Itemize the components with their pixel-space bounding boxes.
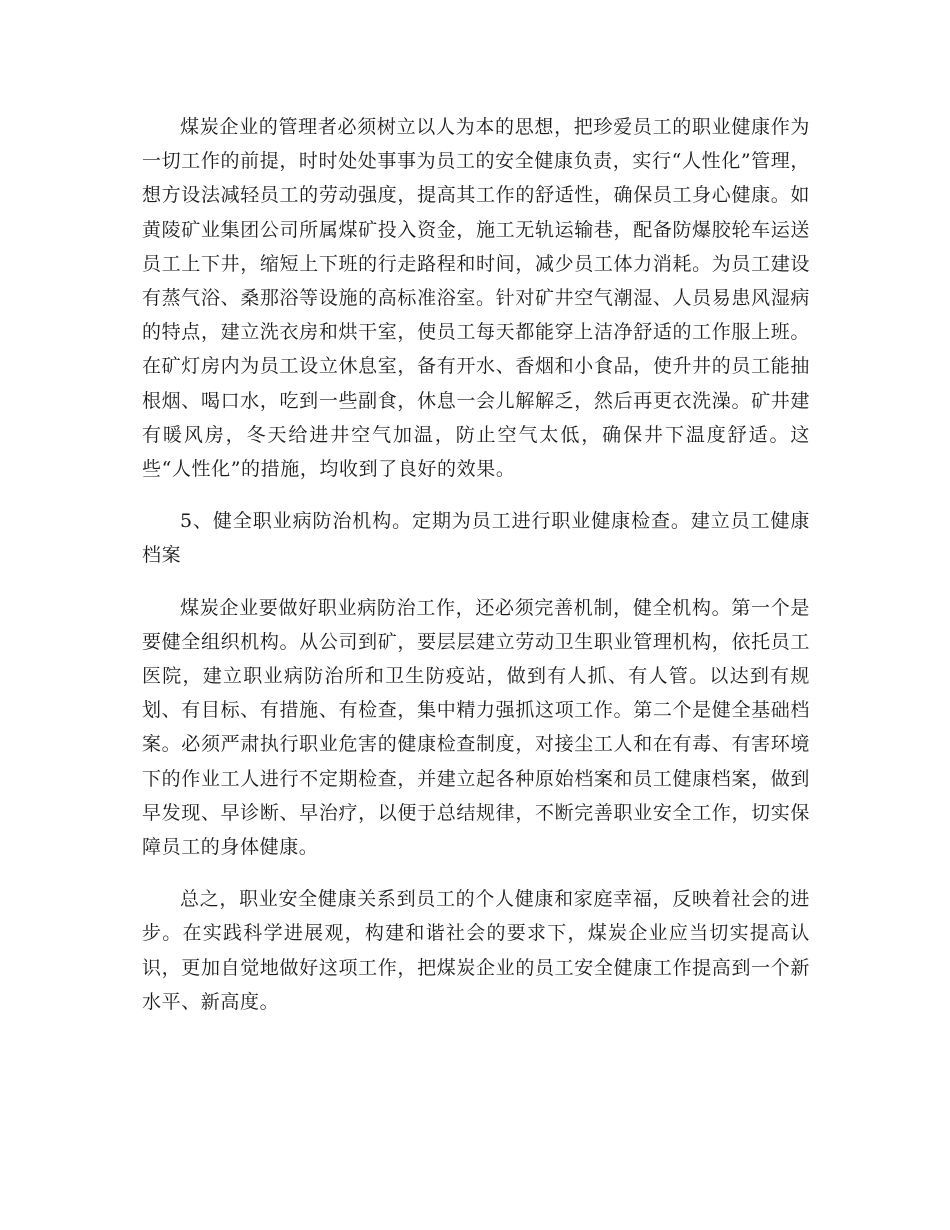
document-page bbox=[142, 110, 810, 1019]
paragraph-institutions-and-archives: 煤炭企业要做好职业病防治工作，还必须完善机制，健全机构。第一个是要健全组织机构。从公司到矿，要层层建立劳动卫生职业管理机构，依托员工医院，建立职业病防治所和卫生防疫站，做到有人抓、有人管。以达到有规划、有目标、有措施、有检查，集中精力强抓这项工作。第二个是健全基础档案。必须严肃执行职业危害的健康检查制度，对接尘工人和在有毒、有害环境下的作业工人进行不定期检查，并建立起各种原始档案和员工健康档案，做到早发现、早诊断、早治疗，以便于总结规律，不断完善职业安全工作，切实保障员工的身体健康。 bbox=[142, 596, 810, 859]
paragraph-conclusion: 总之，职业安全健康关系到员工的个人健康和家庭幸福，反映着社会的进步。在实践科学进展观，构建和谐社会的要求下，煤炭企业应当切实提高认识，更加自觉地做好这项工作，把煤炭企业的员工安全健康工作提高到一个新水平、新高度。 bbox=[142, 888, 810, 1013]
paragraph-humanized-management: 煤炭企业的管理者必须树立以人为本的思想，把珍爱员工的职业健康作为一切工作的前提，时时处处事事为员工的安全健康负责，实行“人性化”管理，想方设法减轻员工的劳动强度，提高其工作的舒适性，确保员工身心健康。如黄陵矿业集团公司所属煤矿投入资金，施工无轨运输巷，配备防爆胶轮车运送员工上下井，缩短上下班的行走路程和时间，减少员工体力消耗。为员工建设有蒸气浴、桑那浴等设施的高标准浴室。针对矿井空气潮湿、人员易患风湿病的特点，建立洗衣房和烘干室，使员工每天都能穿上洁净舒适的工作服上班。在矿灯房内为员工设立休息室，备有开水、香烟和小食品，使升井的员工能抽根烟、喝口水，吃到一些副食，休息一会儿解解乏，然后再更衣洗澡。矿井建有暖风房，冬天给进井空气加温，防止空气太低，确保井下温度舒适。这些“人性化”的措施，均收到了良好的效果。 bbox=[142, 116, 810, 481]
section-heading-occupational-disease-institutions: 5、健全职业病防治机构。定期为员工进行职业健康检查。建立员工健康档案 bbox=[142, 510, 810, 567]
